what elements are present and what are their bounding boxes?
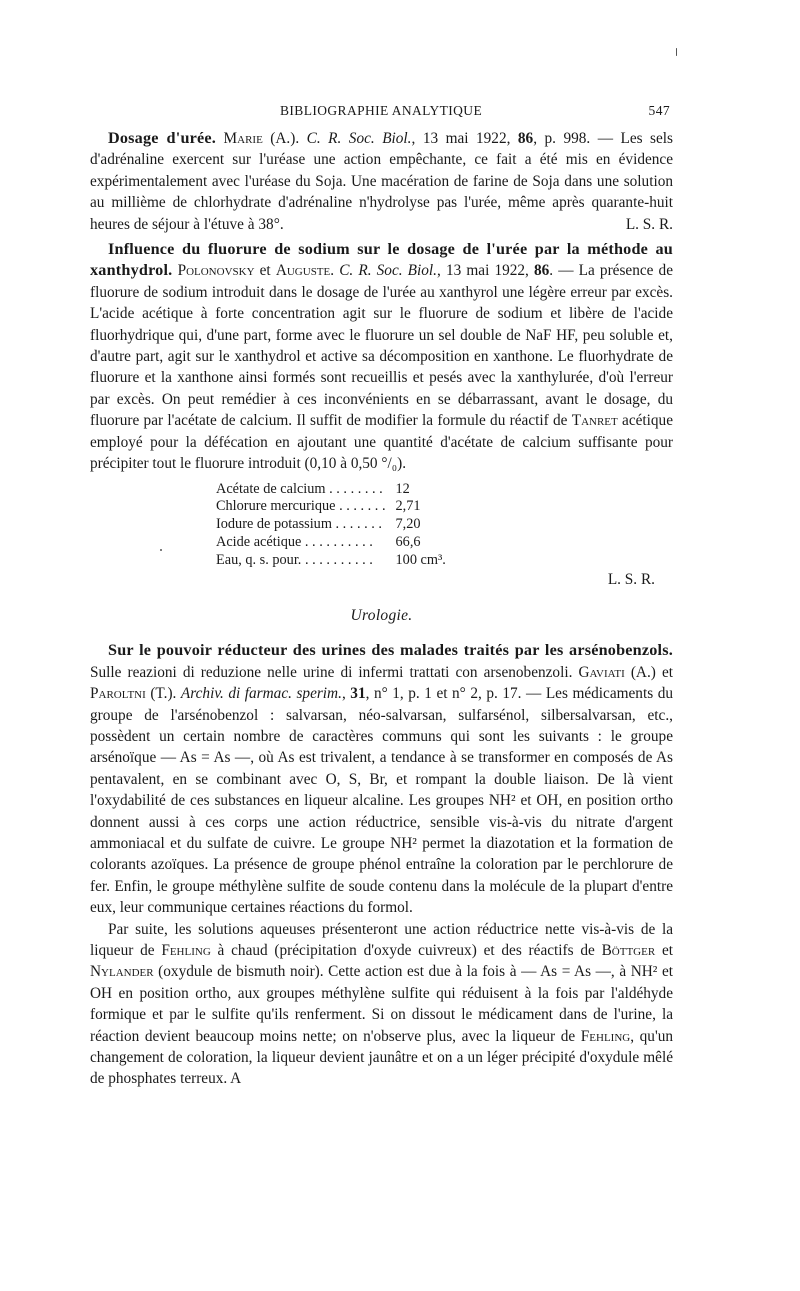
formula-quantity: 12 [395, 480, 410, 497]
author-conjunction: et [254, 262, 276, 280]
formula-row [216, 534, 446, 552]
page-body [90, 128, 673, 1090]
formula-ingredient: Chlorure mercurique . . . . . . . [216, 498, 386, 515]
author-name: Paroltni [90, 685, 146, 703]
formula-ingredient: Acide acétique . . . . . . . . . . [216, 533, 373, 550]
formula-quantity: 100 cm³. [395, 551, 446, 568]
reagent-name: Böttger [601, 941, 656, 959]
volume-number: 31 [350, 685, 366, 703]
article-paragraph [90, 128, 673, 235]
abstract-text: , qu'un changement de coloration, la liqueur devient jaunâtre et on a un léger précipité d'oxydule mêlé de phosphates terreux. A [90, 1027, 673, 1088]
author-initial: (A.) et [624, 663, 673, 681]
author-name: Gaviati [578, 663, 625, 681]
reagent-formula-table [216, 481, 446, 570]
reviewer-signature: L. S. R. [625, 215, 673, 233]
abstract-text: , n° 1, p. 1 et n° 2, p. 17. — Les médicaments du groupe de l'arsénobenzol : salvarsan, néo-salvarsan, sulfarsénol, silbersalvarsan, etc., possèdent un certain nombre de caractères communs qui sont les suivants : le groupe arsénoïque — As = As —, où As est trivalent, a tendance à se transformer en composés de As pentavalent, en se combinant avec O, S, Br, et rompant la double liaison. De là vient l'oxydabilité de ces substances en liqueur alcaline. Les groupes NH² et OH, en position ortho donnent aussi à ces corps une action réductrice, sensible vis-à-vis du nitrate d'argent ammoniacal et du sulfate de cuivre. Le groupe NH² permet la diazotation et la formation de colorants azoïques. La présence de groupe phénol entraîne la coloration par le perchlorure de fer. Enfin, le groupe méthylène sulfite de soude contenu dans la molécule de la plupart d'entre eux, leur communique certaines réactions du formol. [90, 685, 673, 917]
page-number: 547 [648, 103, 670, 118]
volume-number: 86 [534, 262, 550, 280]
scan-speck [676, 48, 677, 56]
publication-date: , 13 mai 1922, [437, 262, 534, 280]
publication-date: , 13 mai 1922, [411, 130, 518, 147]
reagent-name: Fehling [580, 1027, 631, 1045]
formula-row [216, 481, 446, 499]
reagent-name: Nylander [90, 963, 154, 981]
volume-number: 86 [517, 130, 534, 147]
reviewer-signature: L. S. R. [607, 571, 655, 589]
abstract-text: . — La présence de fluorure de sodium introduit dans le dosage de l'urée au xanthyrol une légère erreur par excès. L'acide acétique à forte concentration agit sur le fluorure de sodium et libère de l'acide fluorhydrique qui, d'une part, forme avec le fluorure un sel double de NaF HF, peu soluble et, d'autre part, agit sur le xanthydrol et active sa décomposition en xanthone. Le fluorhydrate de fluorure et la xanthone ainsi formés sont recueillis et pesés avec la xanthylurée, d'où l'erreur par excès. On peut remédier à ces inconvénients en se débarrassant, avant le dosage, du fluorure par l'acétate de calcium. Il suffit de modifier la formule du réactif de [90, 262, 673, 430]
journal-name: C. R. Soc. Biol. [306, 130, 412, 147]
article-arsenobenzols [90, 640, 673, 1090]
formula-ingredient: Iodure de potassium . . . . . . . [216, 516, 382, 533]
abstract-text: Les sels d'adrénaline exercent sur l'uréase une action empêchante, ce fait a été mis en évidence expérimentalement avec l'uréase du Soja. Une macération de farine de Soja dans une solution au millième de chlorhydrate d'adrénaline n'hydrolyse pas l'urée, même après quarante-huit heures de séjour à l'étuve à 38°. [90, 130, 673, 233]
journal-name: Archiv. di farmac. sperim. [180, 685, 342, 703]
author-name: Polonovsky [177, 262, 255, 280]
author-initial: (T.). [145, 685, 181, 703]
author-name: Auguste [275, 262, 331, 280]
article-paragraph [90, 919, 673, 1090]
article-paragraph [90, 640, 673, 918]
reagent-name: Fehling [161, 941, 211, 959]
scan-speck [160, 549, 162, 551]
running-head [90, 103, 670, 123]
separator: , [341, 685, 351, 703]
author-name: Marie [223, 130, 263, 147]
original-title: Sulle reazioni di reduzione nelle urine di infermi trattati con arsenobenzoli. [90, 663, 579, 681]
article-dosage-uree [90, 128, 673, 235]
article-title: Influence du fluorure de sodium sur le dosage de l'urée par la méthode au xanthydrol. [90, 240, 673, 280]
article-title: Sur le pouvoir réducteur des urines des malades traités par les arsénobenzols. [108, 641, 673, 660]
section-heading: Urologie. [350, 606, 413, 624]
author-initial: (A.). [262, 130, 307, 147]
abstract-text-end: acétique employé pour la défécation en ajoutant une quantité d'acétate de calcium suffisante pour précipiter tout le fluorure introduit (0,10 à 0,50 °/₀). [90, 412, 673, 473]
abstract-text: et [655, 941, 673, 959]
abstract-text: (oxydule de bismuth noir). Cette action est due à la fois à — As = As —, à NH² et OH en position ortho, aux groupes méthylène sulfite qui réduisent à la fois par l'aldéhyde formique et par le sulfite qu'ils renferment. Si on dissout le médicament dans de l'urine, la réaction devient beaucoup moins nette; on n'observe plus, avec la liqueur de [90, 963, 673, 1045]
formula-quantity: 7,20 [395, 516, 421, 533]
running-head-title: BIBLIOGRAPHIE ANALYTIQUE [280, 103, 483, 118]
formula-ingredient: Eau, q. s. pour. . . . . . . . . . . [216, 551, 373, 568]
page-reference: , p. 998. — [533, 130, 621, 147]
formula-quantity: 2,71 [395, 498, 421, 515]
formula-row [216, 516, 446, 534]
article-title: Dosage d'urée. [108, 129, 217, 147]
reagent-name: Tanret [571, 412, 618, 430]
formula-quantity: 66,6 [395, 533, 421, 550]
formula-ingredient: Acétate de calcium . . . . . . . . [216, 480, 383, 497]
abstract-text: Par suite, les solutions aqueuses présenteront une action réductrice nette vis-à-vis de la liqueur de [90, 920, 673, 959]
formula-row [216, 498, 446, 516]
formula-row [216, 552, 446, 570]
article-fluorure-sodium [90, 239, 673, 591]
journal-name: C. R. Soc. Biol. [339, 262, 438, 280]
abstract-text: à chaud (précipitation d'oxyde cuivreux) et des réactifs de [210, 941, 602, 959]
article-paragraph: Influence du fluorure de sodium sur le dosage de l'urée par la méthode au xanthydrol. Polonovsky et Auguste. C. R. Soc. Biol., 13 mai 1922, 86. — La présence de fluorure de sodium introduit dans le dosage de l'urée au xanthyrol une légère erreur par excès. L'acide acétique à forte concentration agit sur le fluorure de sodium et libère de l'acide fluorhydrique qui, d'une part, forme avec le fluorure un sel double de NaF HF, peu soluble et, d'autre part, agit sur le xanthydrol et active sa décomposition en xanthone. Le fluorhydrate de fluorure et la xanthone ainsi formés sont recueillis et pesés avec la xanthylurée, d'où l'erreur par excès. On peut remédier à ces inconvénients en se débarrassant, avant le dosage, du fluorure par l'acétate de calcium. Il suffit de modifier la formule du réactif de Tanret acétique employé pour la défécation en ajoutant une quantité d'acétate de calcium suffisante pour précipiter tout le fluorure introduit (0,10 à 0,50 °/₀). [90, 240, 673, 473]
